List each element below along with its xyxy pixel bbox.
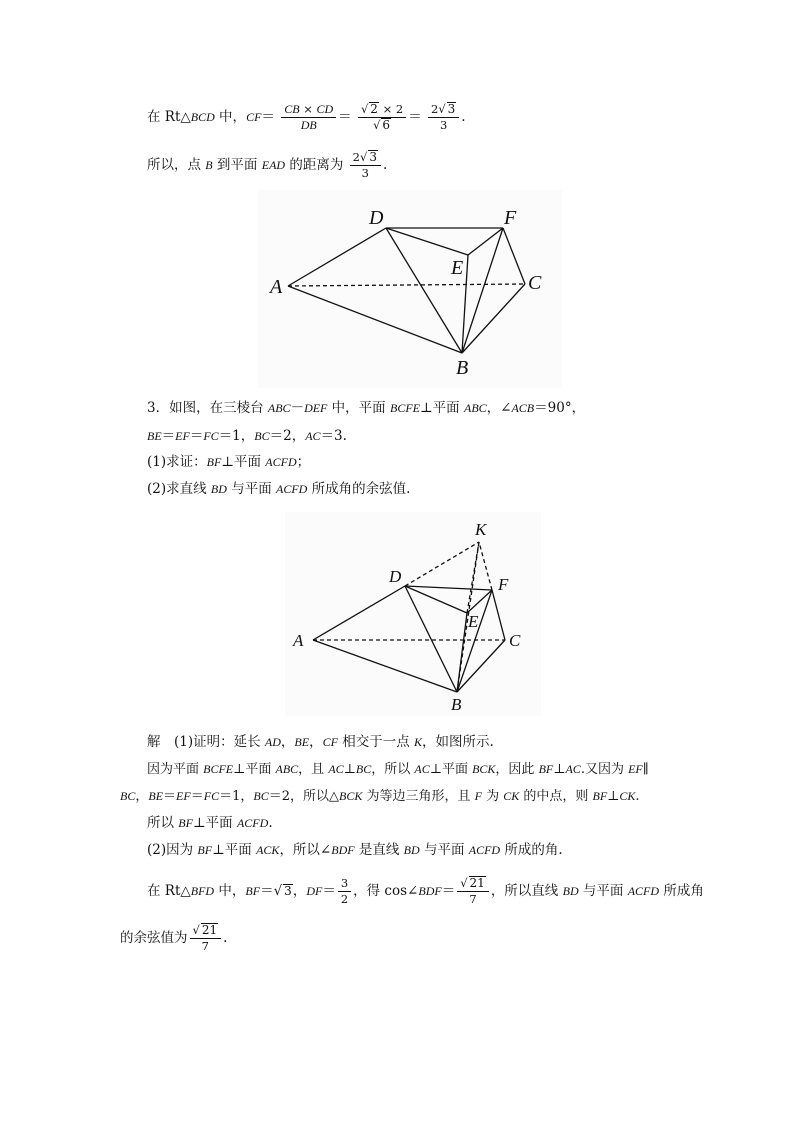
edge-ad	[313, 586, 405, 640]
text: ，得 cos∠	[353, 883, 419, 899]
denominator: 7	[469, 892, 477, 906]
text: 所成角	[659, 883, 704, 899]
text: × 2	[378, 102, 404, 116]
coef: 2	[352, 150, 360, 164]
text: ＝	[260, 883, 274, 899]
radicand: 3	[447, 102, 456, 116]
text: －	[290, 400, 305, 416]
label-f: F	[504, 207, 517, 229]
solution-part-2-angle	[147, 840, 563, 860]
math-var: BF	[592, 789, 608, 803]
math-var: AC	[565, 762, 581, 776]
sqrt-icon: √	[273, 883, 283, 899]
text: 与平面	[419, 842, 469, 858]
math-var: BDF	[331, 843, 355, 857]
math-var: BCD	[190, 110, 215, 124]
denominator: 3	[439, 118, 448, 132]
text: 与平面	[578, 883, 628, 899]
math-var: BC	[254, 429, 270, 443]
math-var: BF	[538, 762, 554, 776]
fraction-2sqrt3-over-3	[428, 102, 459, 133]
math-var: CF	[246, 110, 262, 124]
math-var: BC	[355, 762, 372, 776]
text: 的距离为	[285, 157, 344, 173]
fraction-cb-cd-over-db	[281, 102, 336, 133]
label-e: E	[451, 257, 464, 279]
text: ＝2，	[269, 428, 306, 444]
text: 到平面	[212, 157, 262, 173]
math-var: BE	[147, 429, 162, 443]
text: ，	[309, 734, 323, 750]
math-var: EF	[628, 762, 643, 776]
text: ＝1，	[218, 428, 255, 444]
radicand: 3	[284, 884, 292, 898]
numerator: 3	[338, 876, 351, 892]
solution-part-1-intro	[147, 732, 494, 752]
text: .	[635, 789, 640, 804]
radicand: 21	[201, 923, 218, 937]
text: 在 Rt△	[147, 109, 191, 125]
edge-eb	[457, 613, 467, 692]
figure-2-frustum-extended	[285, 512, 541, 716]
label-b: B	[456, 357, 469, 379]
solution-line-2	[147, 759, 649, 780]
math-var: F	[474, 789, 482, 803]
sqrt-icon: √	[192, 923, 200, 937]
label-b: B	[451, 695, 462, 714]
math-var: CB	[284, 102, 300, 116]
label-c: C	[509, 631, 521, 650]
math-var: AC	[305, 429, 321, 443]
edge-fk-dashed	[479, 542, 492, 590]
solution-line-7-result	[120, 923, 227, 954]
denominator: 3	[361, 166, 369, 180]
edge-ad	[288, 228, 386, 286]
text: ，	[135, 789, 149, 804]
sqrt-icon: √	[438, 102, 446, 116]
math-var: CF	[322, 735, 338, 749]
math-var: ACB	[511, 401, 535, 415]
text: ，如图所示.	[422, 734, 494, 750]
text: ⊥平面	[429, 762, 473, 777]
fraction-2sqrt3-over-3	[350, 150, 381, 181]
math-var: ACFD	[276, 482, 308, 496]
text: (2)求直线	[147, 481, 211, 497]
text: ＝1，	[219, 789, 254, 804]
math-var: AC	[414, 762, 430, 776]
text: .	[382, 157, 388, 173]
text: .	[223, 930, 228, 946]
problem-3-question-1	[147, 452, 310, 472]
coef: 2	[431, 102, 439, 116]
text: 中，平面	[327, 400, 390, 416]
text: .	[268, 815, 273, 831]
text: ⊥平面	[212, 842, 257, 858]
math-var: B	[205, 158, 213, 172]
radicand: 2	[370, 102, 378, 116]
figure-1-svg	[258, 190, 562, 388]
math-var: BCFE	[203, 762, 234, 776]
math-var: CD	[316, 102, 334, 116]
text: ×	[299, 102, 317, 116]
edge-cb	[457, 640, 505, 692]
text: 与平面	[226, 481, 277, 497]
math-var: BD	[562, 884, 579, 898]
edge-ab	[288, 286, 462, 353]
math-var: ACFD	[236, 816, 269, 830]
edge-df	[405, 586, 492, 590]
radicand: 21	[469, 876, 485, 890]
fraction-sqrt2x2-over-sqrt6	[358, 102, 406, 133]
text: 所以	[147, 815, 179, 831]
edge-dk-dashed	[405, 542, 479, 586]
text: ＝2，所以△	[268, 789, 339, 804]
edge-fb	[462, 228, 503, 353]
text: 所成角的余弦值.	[307, 481, 411, 497]
label-a: A	[293, 631, 304, 650]
label-d: D	[369, 207, 384, 229]
edge-fc	[503, 228, 525, 284]
edge-db	[386, 228, 462, 353]
text: ，且	[298, 762, 329, 777]
math-var: BCK	[472, 762, 496, 776]
text: ＝	[190, 789, 204, 804]
text: 因为平面	[147, 762, 204, 777]
radicand: 3	[369, 150, 377, 164]
edge-de	[405, 586, 467, 613]
math-var: BD	[403, 843, 420, 857]
text: ＝90°，	[534, 400, 586, 416]
math-var: BFD	[190, 884, 215, 898]
text: ，因此	[495, 762, 539, 777]
label-c: C	[528, 272, 542, 294]
label-k: K	[475, 520, 487, 539]
text: .	[461, 109, 466, 125]
text: ，所以直线	[490, 883, 563, 899]
math-var: ABC	[463, 401, 487, 415]
text: ＝	[161, 428, 176, 444]
math-var: ACFD	[265, 455, 297, 469]
text: ＝	[338, 109, 352, 125]
math-var: BF	[206, 455, 222, 469]
text: (1)求证：	[147, 454, 207, 470]
math-var: BE	[294, 735, 310, 749]
text: 的中点，则	[519, 789, 593, 804]
text: 在 Rt△	[147, 883, 191, 899]
text: ⊥平面	[192, 815, 237, 831]
text: ＝	[408, 109, 422, 125]
text: ＝3.	[320, 428, 347, 444]
edge-ac-hidden	[288, 284, 525, 286]
text: ，	[280, 734, 295, 750]
problem-3-lengths	[147, 426, 347, 446]
text: ⊥平面	[233, 762, 276, 777]
math-var: BD	[210, 482, 227, 496]
math-var: EF	[175, 429, 190, 443]
denominator: 7	[201, 939, 209, 953]
math-var: BF	[245, 884, 261, 898]
math-var: BF	[197, 843, 213, 857]
math-var: ABC	[275, 762, 299, 776]
fraction-sqrt21-over-7	[190, 923, 222, 954]
text: 中，	[214, 109, 247, 125]
math-var: EAD	[261, 158, 286, 172]
solution-line-4	[147, 813, 273, 833]
math-var: DB	[300, 118, 317, 132]
text: 所成的角.	[500, 842, 563, 858]
text: 为	[481, 789, 504, 804]
math-var: FC	[203, 429, 219, 443]
edge-fc	[492, 590, 505, 640]
solution-line-6-cos	[147, 876, 704, 907]
edge-de	[386, 228, 468, 255]
text: .又因为	[580, 762, 629, 777]
math-var: DEF	[304, 401, 328, 415]
math-var: ACK	[256, 843, 280, 857]
edge-cb	[462, 284, 525, 353]
math-var: AC	[328, 762, 344, 776]
text: 相交于一点	[337, 734, 415, 750]
solution-line-3	[120, 786, 640, 807]
line-distance-result	[147, 150, 387, 181]
label-e: E	[468, 612, 479, 631]
text: ⊥平面	[419, 400, 464, 416]
text: ∥	[642, 762, 649, 777]
sqrt-icon: √	[460, 876, 468, 890]
math-var: BE	[148, 789, 164, 803]
text: ＝	[261, 109, 275, 125]
text: 中，	[214, 883, 246, 899]
fraction-sqrt21-over-7	[457, 876, 489, 907]
math-var: BCK	[338, 789, 363, 803]
text: ，	[292, 883, 307, 899]
label-a: A	[270, 276, 283, 298]
math-var: BC	[253, 789, 269, 803]
text: ⊥	[607, 789, 620, 804]
math-var: ABC	[267, 401, 291, 415]
label-f: F	[498, 575, 509, 594]
radicand: 6	[382, 118, 391, 132]
math-var: DF	[306, 884, 323, 898]
text: ＝	[441, 883, 456, 899]
text: 所以，点	[147, 157, 206, 173]
text: ⊥平面	[221, 454, 266, 470]
text: ＝	[322, 883, 336, 899]
text: ⊥	[343, 762, 356, 777]
math-var: AD	[264, 735, 281, 749]
text: 的余弦值为	[120, 930, 188, 946]
math-var: EF	[176, 789, 191, 803]
math-var: BCFE	[389, 401, 420, 415]
text: ；	[296, 454, 311, 470]
math-var: ACFD	[468, 843, 501, 857]
text: ⊥	[553, 762, 566, 777]
edge-fe	[468, 228, 503, 255]
math-var: BF	[178, 816, 193, 830]
math-var: BDF	[418, 884, 442, 898]
denominator: 2	[340, 892, 349, 906]
text: 3．如图，在三棱台	[147, 400, 268, 416]
fraction-3-over-2	[338, 876, 351, 907]
text: ＝	[163, 789, 177, 804]
problem-3-question-2	[147, 479, 410, 499]
text: 是直线	[354, 842, 404, 858]
sqrt-icon: √	[373, 118, 381, 132]
text: 为等边三角形，且	[362, 789, 475, 804]
text: 解 (1)证明：延长	[147, 734, 265, 750]
figure-1-frustum	[258, 190, 562, 388]
math-var: CK	[503, 789, 520, 803]
math-var: FC	[203, 789, 220, 803]
line-cf-computation	[147, 102, 466, 133]
math-var: ACFD	[627, 884, 660, 898]
math-var: BC	[120, 789, 136, 803]
math-var: CK	[619, 789, 636, 803]
text: ，所以∠	[279, 842, 332, 858]
text: (2)因为	[147, 842, 198, 858]
sqrt-icon: √	[359, 150, 368, 164]
text: ＝	[189, 428, 204, 444]
text: ，∠	[486, 400, 512, 416]
figure-2-svg	[285, 512, 541, 716]
sqrt-icon: √	[360, 102, 369, 116]
text: ，所以	[371, 762, 415, 777]
math-var: K	[414, 735, 423, 749]
problem-3-statement	[147, 398, 585, 418]
label-d: D	[389, 567, 402, 586]
